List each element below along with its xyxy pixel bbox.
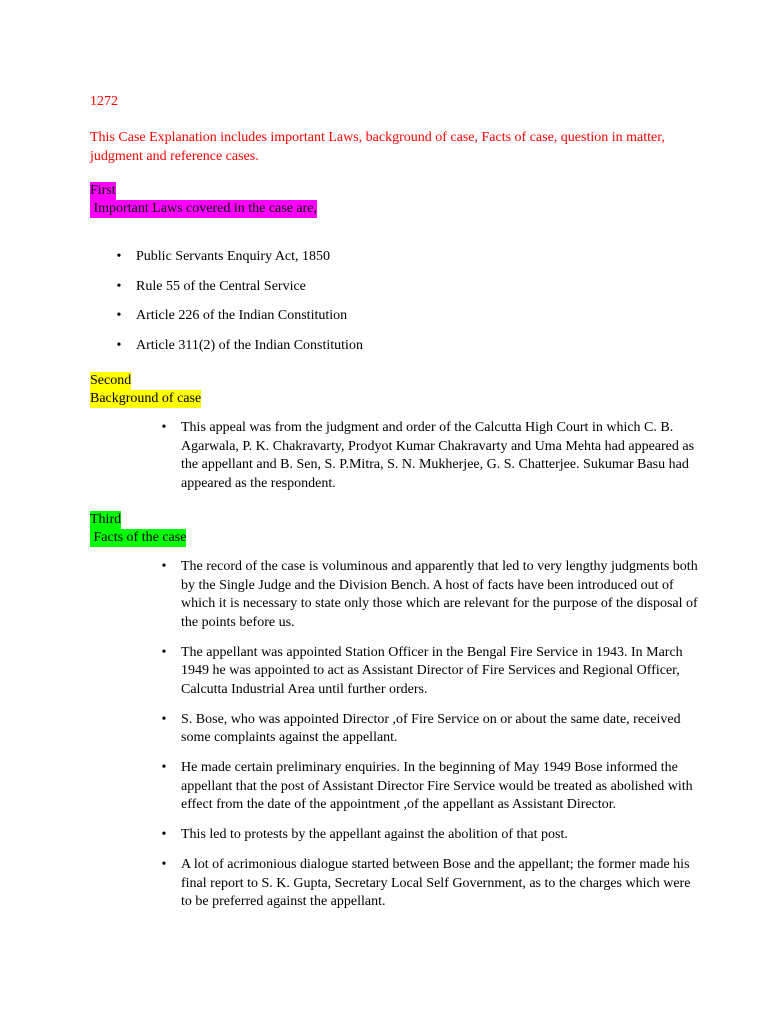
bullet-icon: •: [116, 278, 122, 294]
list-item: • This appeal was from the judgment and order of the Calcutta High Court in which C. B. Agarwala, P. K. Chakravarty, Prodyot Kumar Chakravarty and Uma Mehta had appeared as the appellant and B. Sen, S. P.Mitra, S. N. Mukherjee, G. S. Chatterjee. Sukumar Basu had appeared as the respondent.: [181, 419, 701, 493]
section-first-heading: Important Laws covered in the case are,: [90, 201, 318, 216]
bullet-icon: •: [161, 559, 167, 574]
intro-paragraph: This Case Explanation includes important Laws, background of case, Facts of case, question in matter, judgment and reference cases.: [90, 130, 665, 164]
section-third-label: Third: [90, 512, 122, 527]
list-item: • S. Bose, who was appointed Director ,of Fire Service on or about the same date, received some complaints against the appellant.: [181, 711, 701, 748]
section-second-header: [90, 372, 201, 408]
section-first-label: First: [90, 183, 116, 198]
list-item: • This led to protests by the appellant against the abolition of that post.: [181, 826, 701, 845]
list-item: • The appellant was appointed Station Officer in the Bengal Fire Service in 1943. In March 1949 he was appointed to act as Assistant Director of Fire Services and Regional Officer, Calcutta Industrial Area until further orders.: [181, 644, 701, 700]
list-item: • A lot of acrimonious dialogue started between Bose and the appellant; the former made his final report to S. K. Gupta, Secretary Local Self Government, as to the charges which were to be preferred against the appellant.: [181, 856, 701, 912]
document-number: 1272: [90, 94, 118, 109]
list-item: • Article 226 of the Indian Constitution: [136, 307, 696, 326]
laws-list: [116, 248, 696, 366]
section-second-label: Second: [90, 373, 132, 388]
section-first-header: [90, 182, 317, 218]
background-list: [161, 419, 701, 493]
bullet-icon: •: [161, 827, 167, 842]
list-item: • Public Servants Enquiry Act, 1850: [136, 248, 696, 267]
section-third-header: [90, 511, 186, 547]
bullet-icon: •: [116, 249, 122, 264]
list-item: • He made certain preliminary enquiries. In the beginning of May 1949 Bose informed the appellant that the post of Assistant Director Fire Service would be treated as abolished with effect from the date of the appointment ,of the appellant as Assistant Director.: [181, 759, 701, 815]
facts-list: [161, 558, 701, 923]
bullet-icon: •: [116, 337, 122, 353]
section-third-heading: Facts of the case: [90, 530, 187, 545]
bullet-icon: •: [161, 420, 167, 435]
bullet-icon: •: [161, 711, 167, 727]
bullet-icon: •: [116, 308, 122, 323]
bullet-icon: •: [161, 644, 167, 660]
section-second-heading: Background of case: [90, 391, 202, 406]
bullet-icon: •: [161, 857, 167, 872]
list-item: • Article 311(2) of the Indian Constitution: [136, 337, 696, 356]
list-item: • The record of the case is voluminous and apparently that led to very lengthy judgments both by the Single Judge and the Division Bench. A host of facts have been introduced out of which it is necessary to state only those which are relevant for the purpose of the disposal of the points before us.: [181, 558, 701, 632]
bullet-icon: •: [161, 760, 167, 775]
list-item: • Rule 55 of the Central Service: [136, 278, 696, 297]
